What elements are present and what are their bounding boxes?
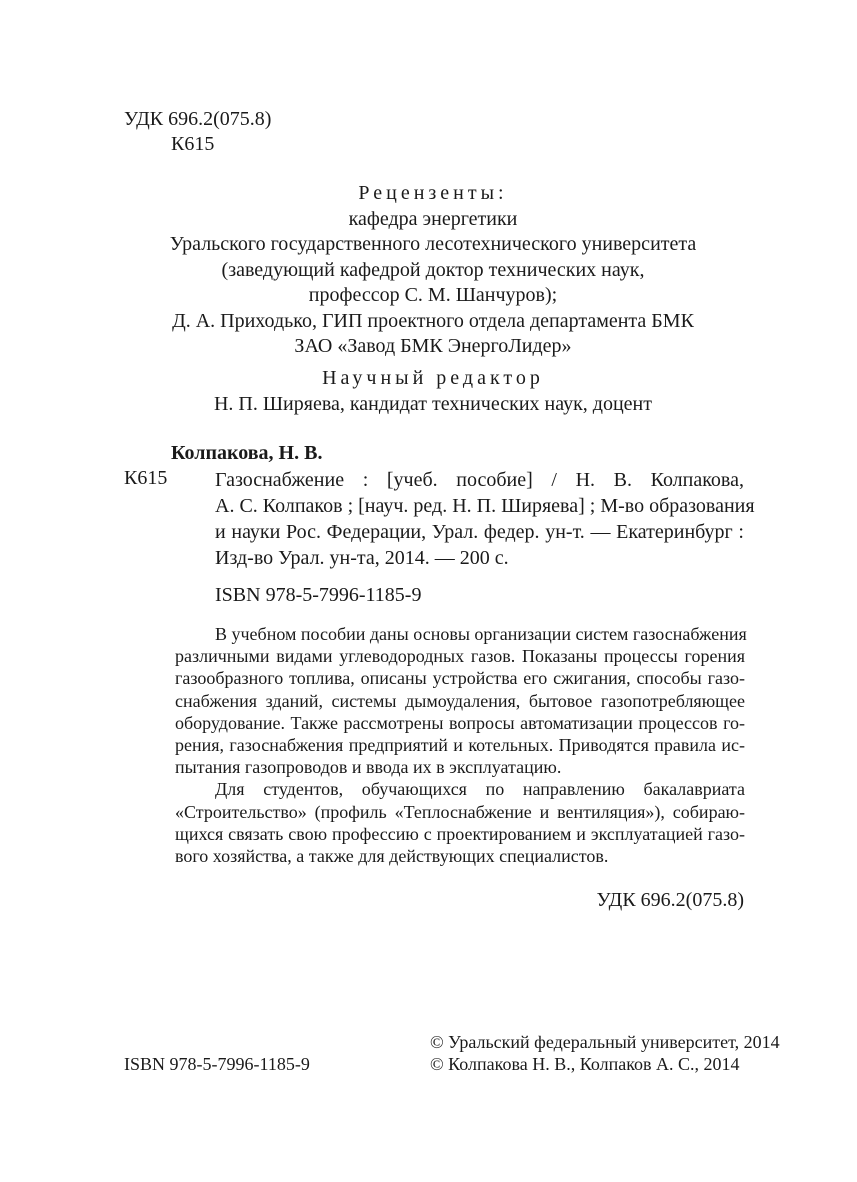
editor-title: Научный редактор	[322, 367, 544, 389]
bibliography-author: Колпакова, Н. В.	[171, 442, 323, 464]
bibliography-code: К615	[124, 467, 168, 489]
abstract-line: В учебном пособии даны основы организации систем газоснабжения	[215, 624, 747, 644]
abstract-line: различными видами углеводородных газов. Показаны процессы горения	[175, 646, 745, 667]
abstract-line: пытания газопроводов и ввода их в эксплуатацию.	[175, 757, 562, 778]
abstract-line: вого хозяйства, а также для действующих специалистов.	[175, 846, 609, 867]
copyright-university: © Уральский федеральный университет, 2014	[430, 1032, 780, 1052]
isbn-footer: ISBN 978-5-7996-1185-9	[124, 1054, 310, 1074]
bibliography-line: Газоснабжение : [учеб. пособие] / Н. В. Колпакова,	[215, 469, 744, 491]
abstract-line: оборудование. Также рассмотрены вопросы автоматизации процессов го-	[175, 712, 745, 733]
editor-block	[130, 366, 736, 417]
udk-header: УДК 696.2(075.8)	[124, 108, 272, 130]
editor-line: Н. П. Ширяева, кандидат технических наук, доцент	[213, 392, 653, 415]
copyright-authors: © Колпакова Н. В., Колпаков А. С., 2014	[430, 1054, 740, 1074]
reviewers-block	[130, 181, 736, 360]
reviewers-title: Рецензенты:	[358, 182, 508, 204]
bibliography-line: и науки Рос. Федерации, Урал. федер. ун-т. — Екатеринбург :	[215, 521, 744, 543]
abstract-line: газообразного топлива, описаны устройства его сжигания, способы газо-	[175, 668, 745, 689]
udk-footer: УДК 696.2(075.8)	[596, 889, 744, 911]
abstract-line: щихся связать свою профессию с проектированием и эксплуатацией газо-	[175, 823, 745, 844]
bibliography-line: А. С. Колпаков ; [науч. ред. Н. П. Ширяева] ; М-во образования	[215, 495, 755, 517]
bibliography-line: Изд-во Урал. ун-та, 2014. — 200 с.	[215, 547, 509, 569]
abstract-block	[175, 623, 745, 867]
reviewers-line: (заведующий кафедрой доктор технических наук,	[221, 258, 645, 281]
abstract-line: снабжения зданий, системы дымоудаления, бытовое газопотребляющее	[175, 690, 745, 711]
author-mark-header: К615	[171, 133, 215, 155]
abstract-line: «Строительство» (профиль «Теплоснабжение и вентиляция»), собираю-	[175, 801, 745, 822]
reviewers-line: кафедра энергетики	[348, 207, 518, 230]
abstract-line: рения, газоснабжения предприятий и котельных. Приводятся правила ис-	[175, 735, 745, 756]
reviewers-line: Д. А. Приходько, ГИП проектного отдела департамента БМК	[172, 309, 694, 332]
reviewers-line: профессор С. М. Шанчуров);	[308, 284, 558, 306]
reviewers-line: Уральского государственного лесотехнического университета	[169, 233, 697, 255]
bibliography-isbn: ISBN 978-5-7996-1185-9	[215, 584, 422, 606]
abstract-line: Для студентов, обучающихся по направлению бакалавриата	[215, 779, 745, 800]
bibliography-description	[215, 467, 755, 571]
reviewers-line: ЗАО «Завод БМК ЭнергоЛидер»	[294, 335, 572, 357]
